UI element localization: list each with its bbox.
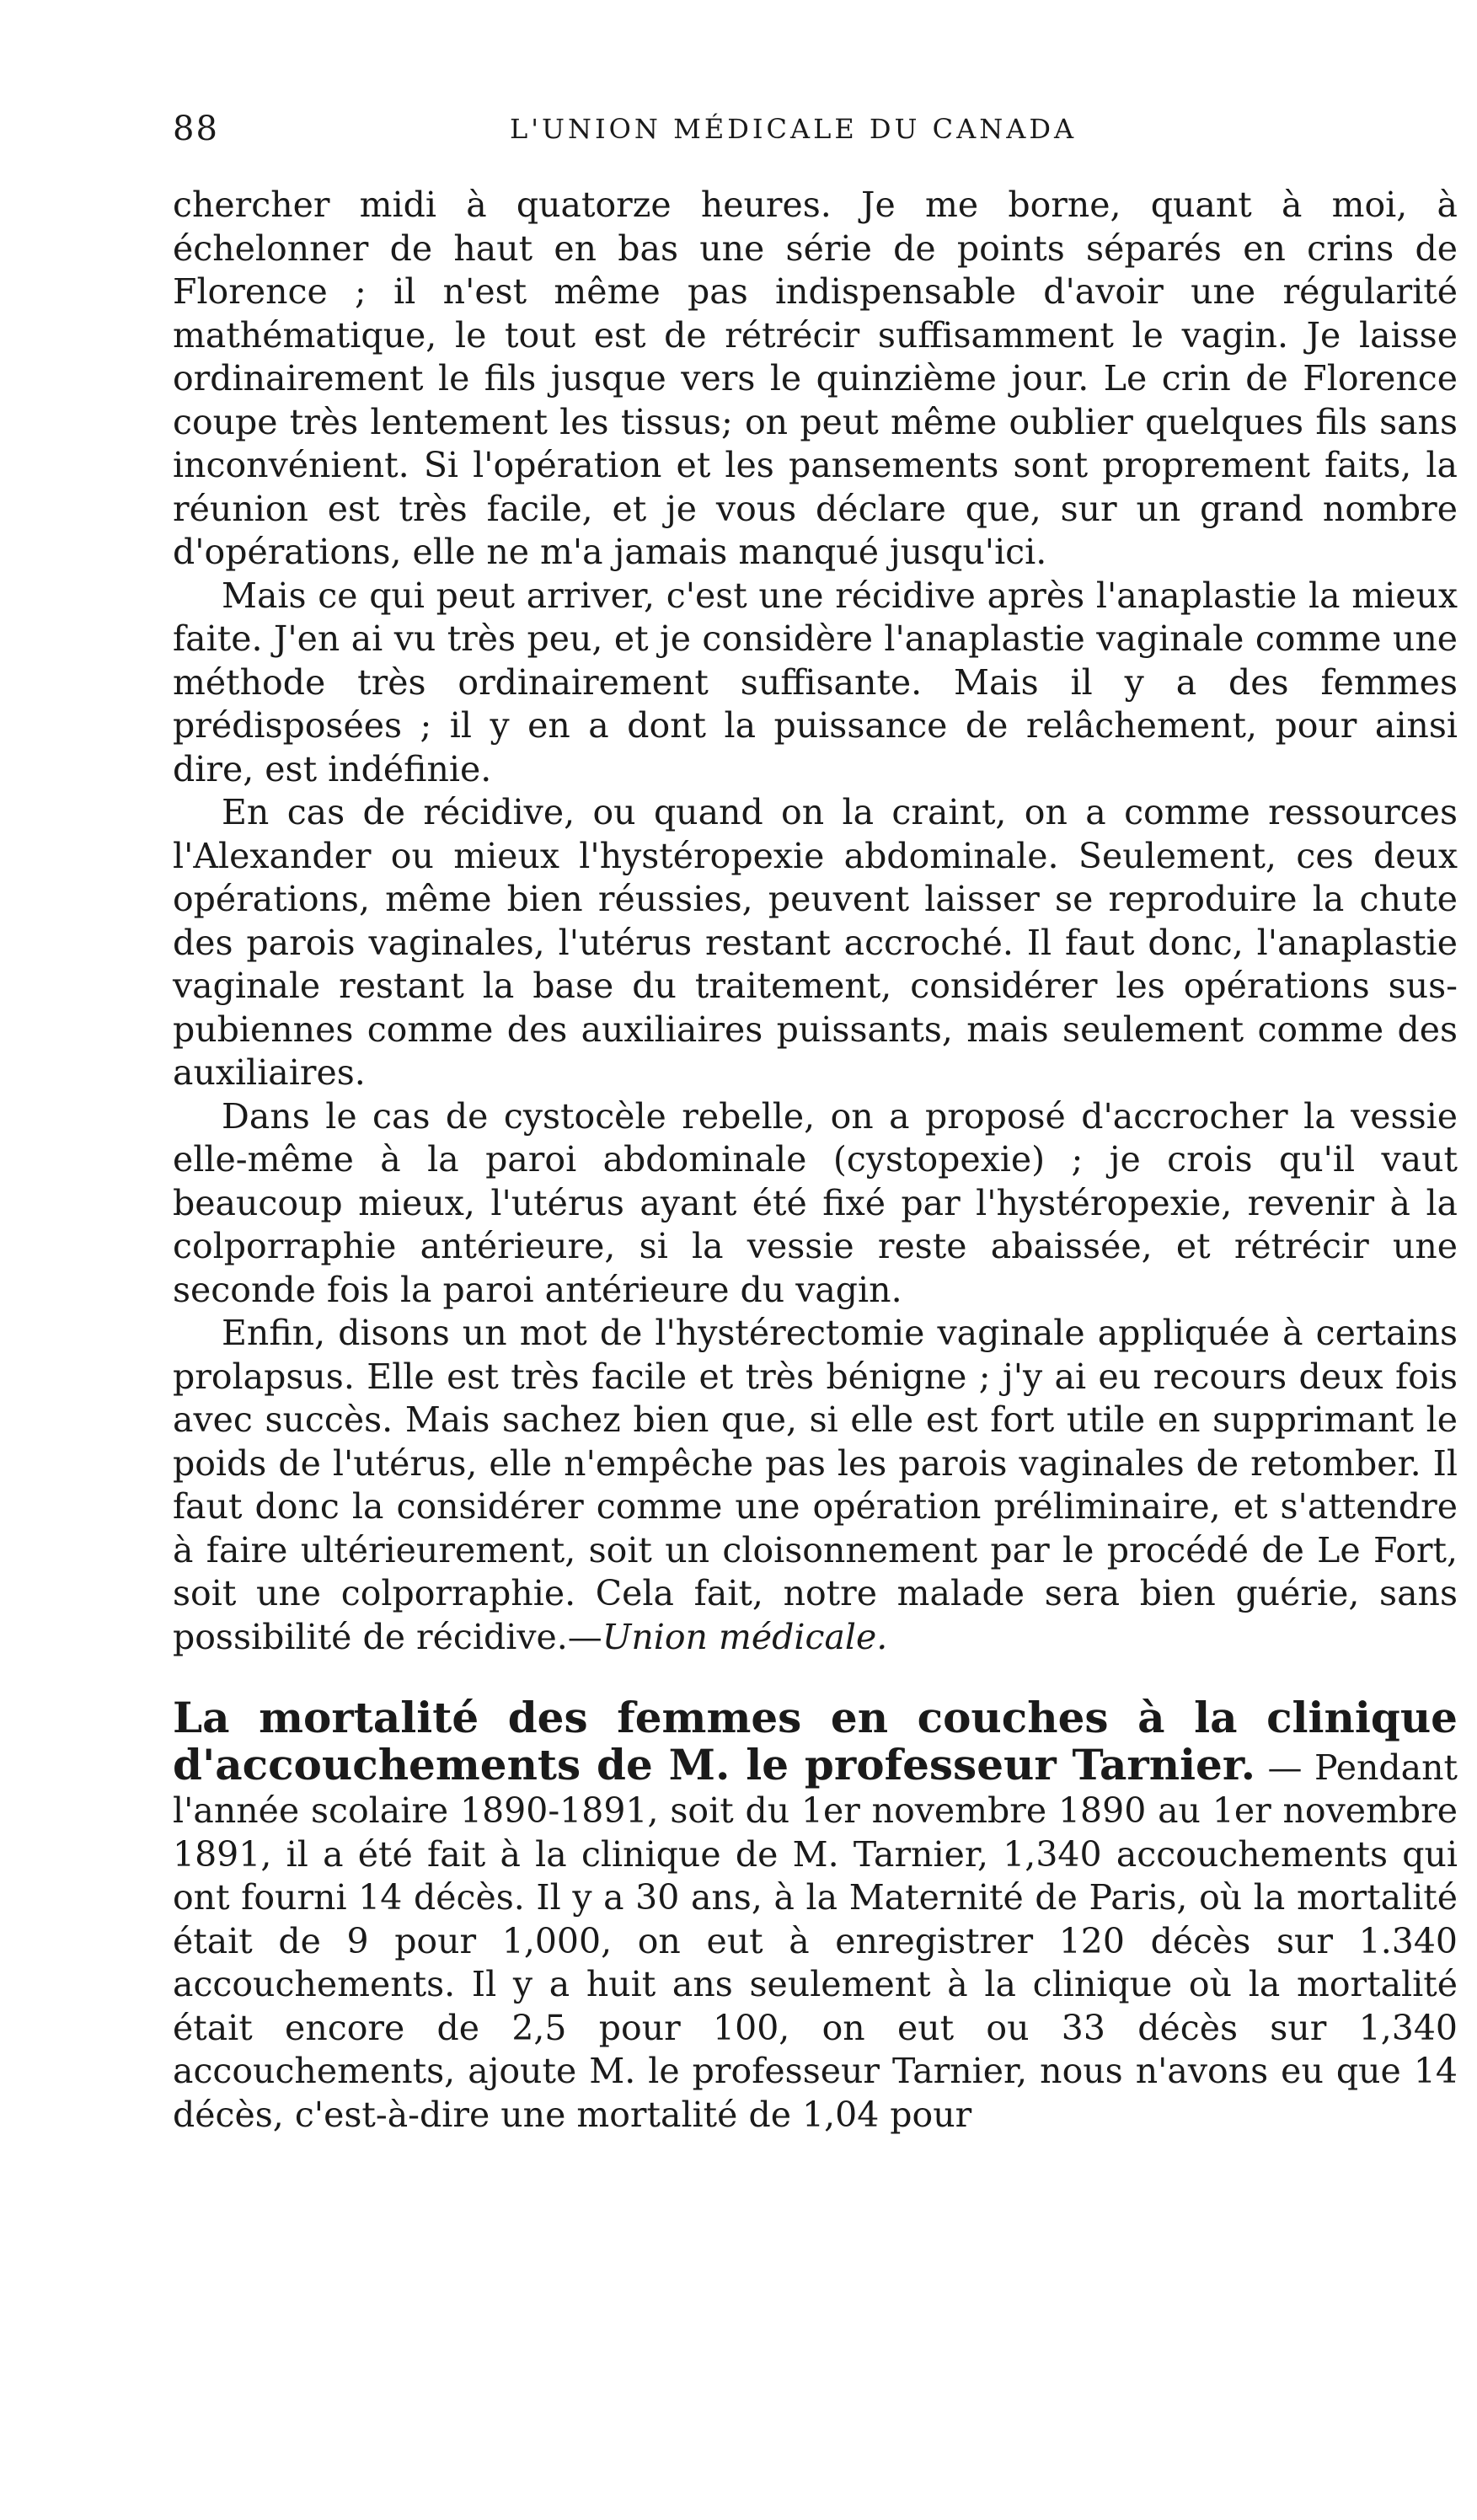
section-text: — Pendant l'année scolaire 1890-1891, soit du 1er novembre 1890 au 1er novembre 1891, il a été fait à la clinique de M. Tarnier, 1,340 accouchements qui ont fourni 14 décès. Il y a 30 ans, à la Maternité de Paris, où la mortalité était de 9 pour 1,000, on eut à enregistrer 120 décès sur 1.340 accouchements. Il y a huit ans seulement à la clinique où la mortalité était encore de 2,5 pour 100, on eut ou 33 décès sur 1,340 accouchements, ajoute M. le professeur Tarnier, nous n'avons eu que 14 décès, c'est-à-dire une mortalité de 1,04 pour (173, 1747, 1458, 2135)
paragraph-4: Dans le cas de cystocèle rebelle, on a proposé d'accrocher la vessie elle-même à la paroi abdominale (cystopexie) ; je crois qu'il vaut beaucoup mieux, l'utérus ayant été fixé par l'hystéropexie, revenir à la colporraphie antérieure, si la vessie reste abaissée, et rétrécir une seconde fois la paroi antérieure du vagin. (173, 1095, 1458, 1310)
paragraph-1: chercher midi à quatorze heures. Je me borne, quant à moi, à échelonner de haut en bas une série de points séparés en crins de Florence ; il n'est même pas indispensable d'avoir une régularité mathématique, le tout est de rétrécir suffisamment le vagin. Je laisse ordinairement le fils jusque vers le quinzième jour. Le crin de Florence coupe très lentement les tissus; on peut même oublier quelques fils sans inconvénient. Si l'opération et les pansements sont proprement faits, la réunion est très facile, et je vous déclare que, sur un grand nombre d'opérations, elle ne m'a jamais manqué jusqu'ici. (173, 185, 1458, 572)
paragraph-5-text: Enfin, disons un mot de l'hystérectomie vaginale appliquée à certains prolapsus. Elle est très facile et très bénigne ; j'y ai eu recours deux fois avec succès. Mais sachez bien que, si elle est fort utile en supprimant le poids de l'utérus, elle n'empêche pas les parois vaginales de retomber. Il faut donc la considérer comme une opération préliminaire, et s'attendre à faire ultérieurement, soit un cloisonnement par le procédé de Le Fort, soit une colporraphie. Cela fait, notre malade sera bien guérie, sans possibilité de récidive.— (173, 1313, 1458, 1657)
section-heading: La mortalité des femmes en couches à la clinique d'accouchements de M. le professeur Tarnier. (173, 1693, 1458, 1790)
source-citation: Union médicale. (602, 1616, 888, 1657)
page (173, 110, 1458, 2137)
journal-title: L'UNION MÉDICALE DU CANADA (510, 113, 1078, 145)
news-item-paragraph (173, 1693, 1458, 2137)
article-body (173, 184, 1458, 1659)
running-head (173, 110, 1458, 160)
news-item (173, 1693, 1458, 2137)
page-number: 88 (173, 110, 219, 148)
paragraph-3: En cas de récidive, ou quand on la craint, on a comme ressources l'Alexander ou mieux l'hystéropexie abdominale. Seulement, ces deux opérations, même bien réussies, peuvent laisser se reproduire la chute des parois vaginales, l'utérus restant accroché. Il faut donc, l'anaplastie vaginale restant la base du traitement, considérer les opérations sus-pubiennes comme des auxiliaires puissants, mais seulement comme des auxiliaires. (173, 792, 1458, 1093)
paragraph-2: Mais ce qui peut arriver, c'est une récidive après l'anaplastie la mieux faite. J'en ai vu très peu, et je considère l'anaplastie vaginale comme une méthode très ordinairement suffisante. Mais il y a des femmes prédisposées ; il y en a dont la puissance de relâchement, pour ainsi dire, est indéfinie. (173, 575, 1458, 789)
paragraph-5 (173, 1312, 1458, 1659)
